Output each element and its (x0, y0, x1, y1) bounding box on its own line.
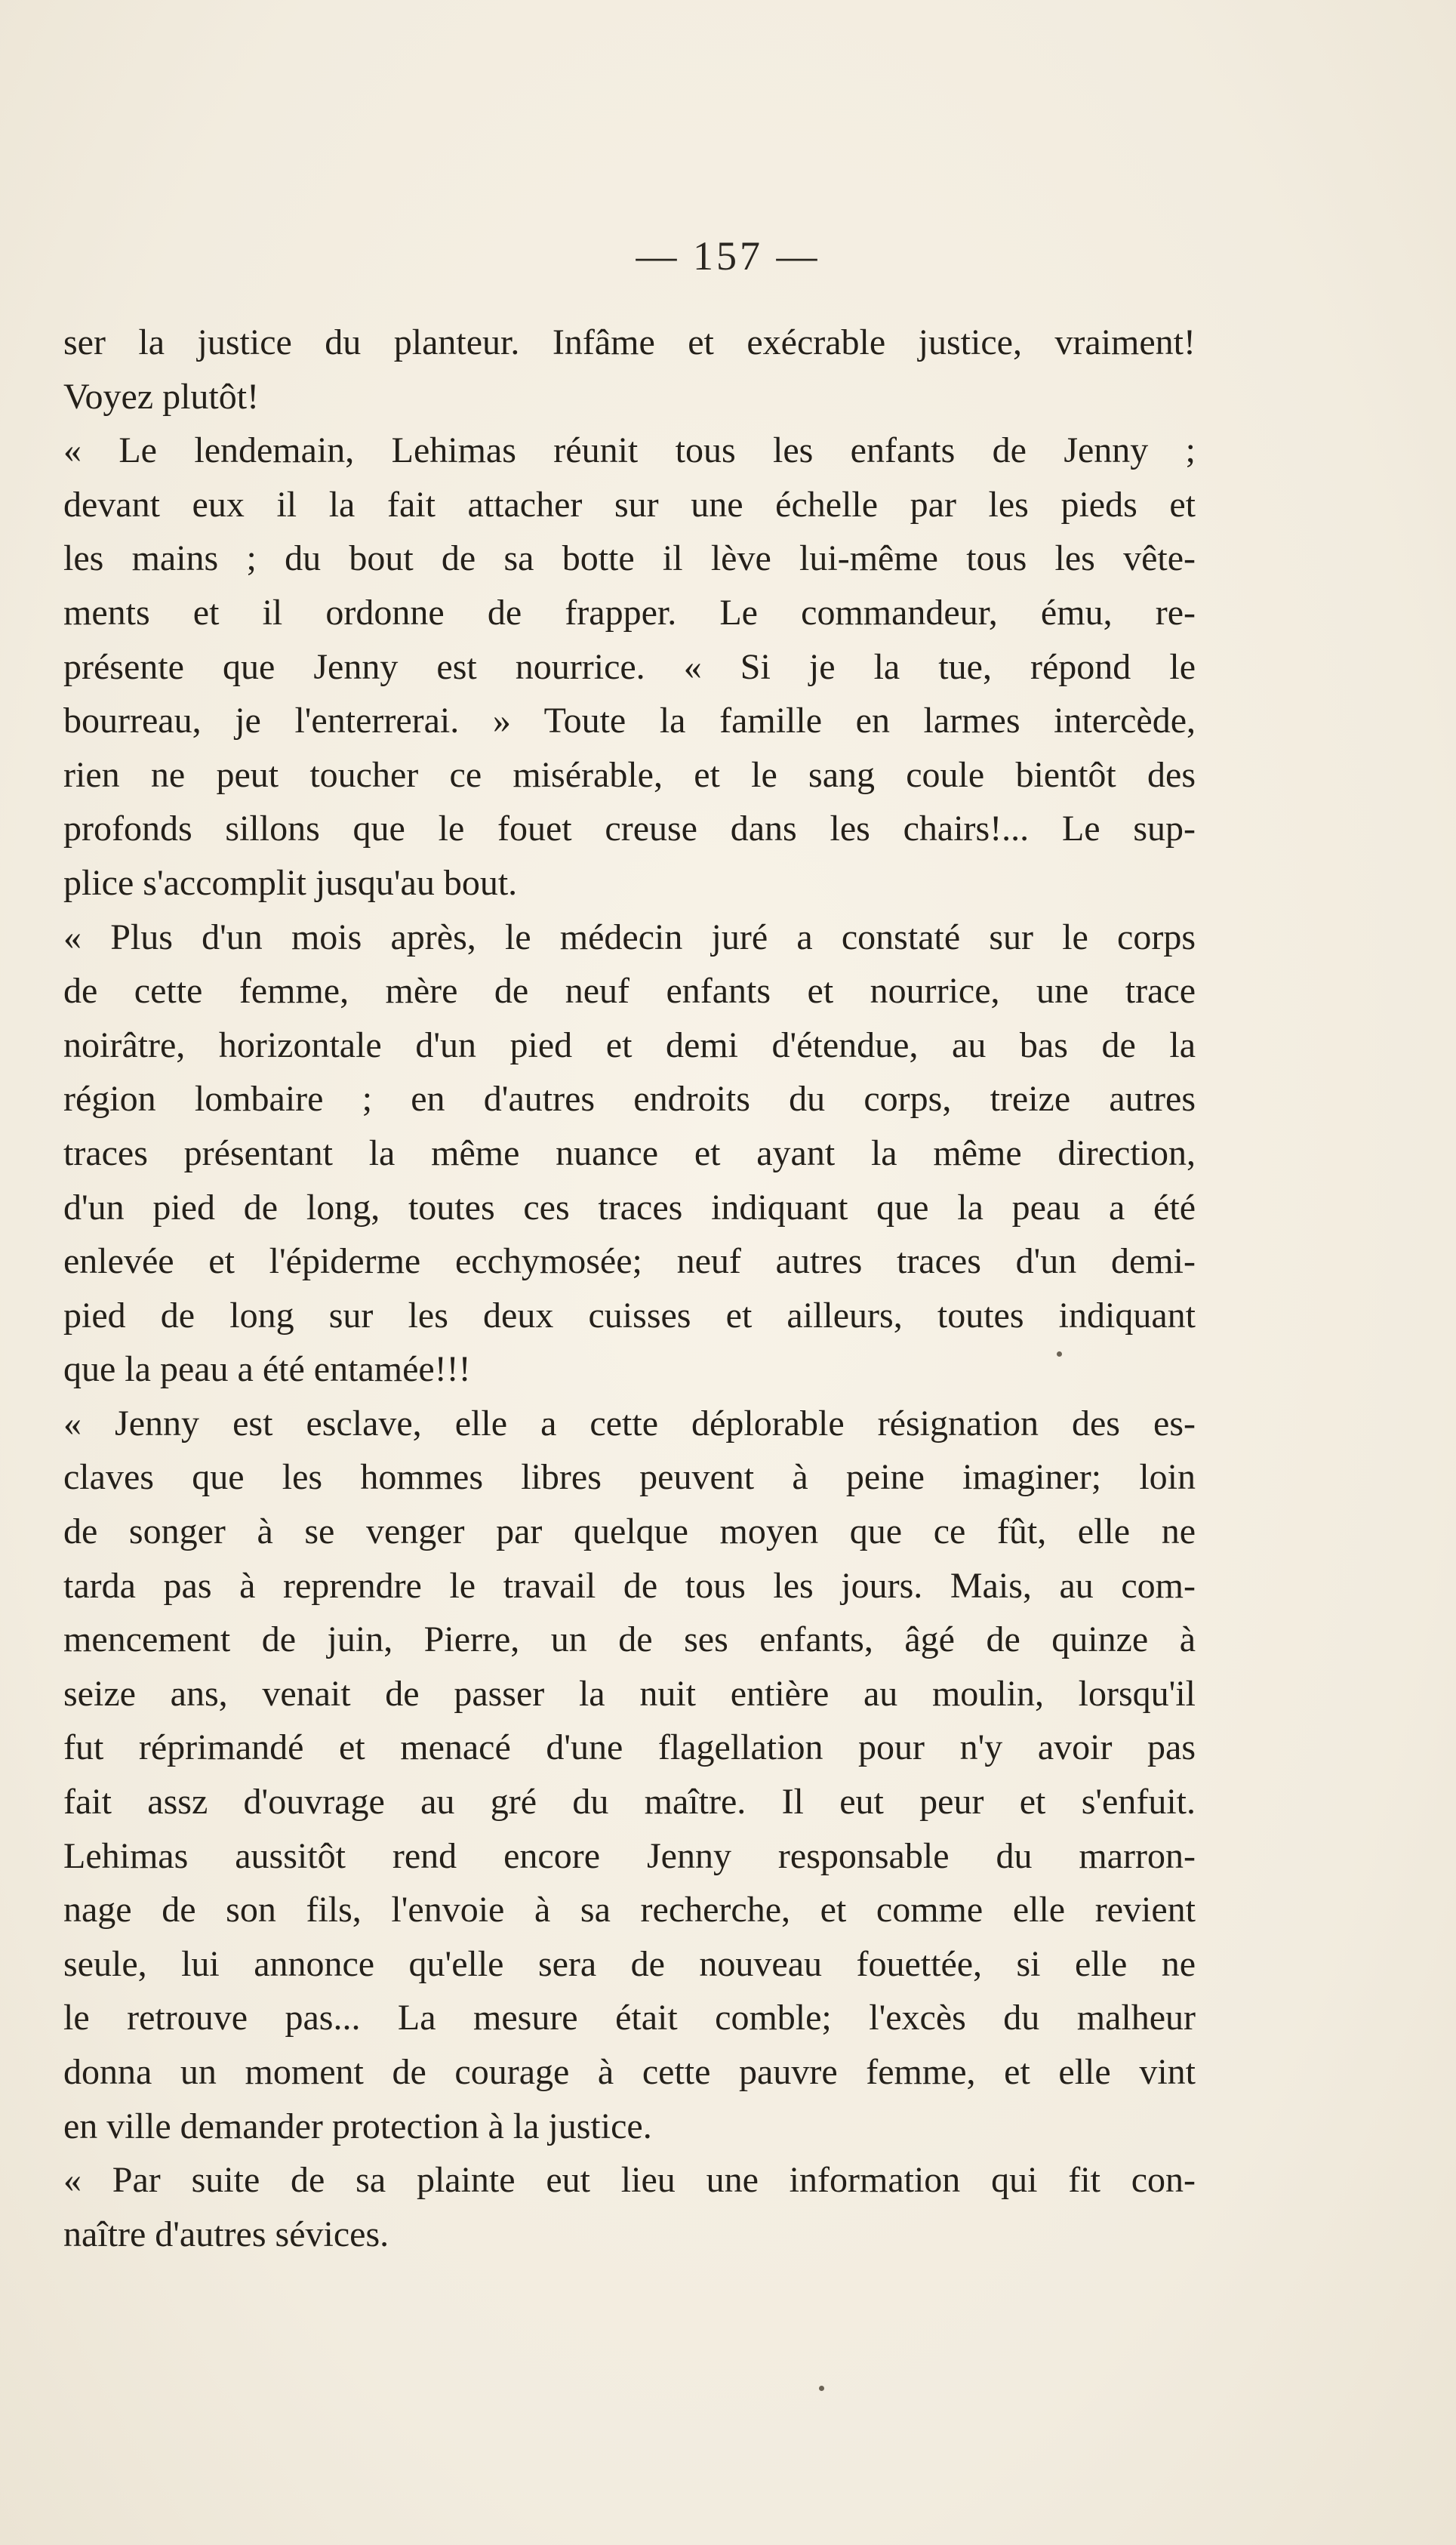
text-line: que la peau a été entamée!!! (63, 1349, 471, 1390)
text-line: tarda pas à reprendre le travail de tous les jours. Mais, au com- (63, 1565, 1196, 1606)
text-line: « Plus d'un mois après, le médecin juré a constaté sur le corps (63, 917, 1196, 957)
text-line: seule, lui annonce qu'elle sera de nouveau fouettée, si elle ne (63, 1943, 1196, 1984)
text-line: seize ans, venait de passer la nuit entière au moulin, lorsqu'il (63, 1673, 1196, 1714)
text-line: mencement de juin, Pierre, un de ses enfants, âgé de quinze à (63, 1619, 1196, 1660)
text-line: donna un moment de courage à cette pauvre femme, et elle vint (63, 2052, 1196, 2092)
text-line: en ville demander protection à la justice. (63, 2106, 652, 2146)
page-number: — 157 — (636, 233, 820, 279)
text-line: « Par suite de sa plainte eut lieu une information qui fit con- (63, 2160, 1196, 2201)
text-line: pied de long sur les deux cuisses et ailleurs, toutes indiquant (63, 1295, 1196, 1336)
text-line: profonds sillons que le fouet creuse dans les chairs!... Le sup- (63, 809, 1196, 849)
text-line: enlevée et l'épiderme ecchymosée; neuf autres traces d'un demi- (63, 1241, 1196, 1282)
text-line: de cette femme, mère de neuf enfants et nourrice, une trace (63, 971, 1196, 1012)
text-line: claves que les hommes libres peuvent à peine imaginer; loin (63, 1457, 1196, 1498)
body-text (63, 316, 1196, 2261)
text-line: « Jenny est esclave, elle a cette déplorable résignation des es- (63, 1403, 1196, 1444)
text-line: rien ne peut toucher ce misérable, et le sang coule bientôt des (63, 754, 1196, 795)
text-line: plice s'accomplit jusqu'au bout. (63, 862, 518, 903)
text-line: devant eux il la fait attacher sur une échelle par les pieds et (63, 484, 1196, 525)
text-line: fait assz d'ouvrage au gré du maître. Il eut peur et s'enfuit. (63, 1782, 1196, 1822)
text-line: ser la justice du planteur. Infâme et exécrable justice, vraiment! (63, 322, 1196, 362)
text-line: les mains ; du bout de sa botte il lève lui-même tous les vête- (63, 538, 1196, 579)
ink-speck (819, 2386, 824, 2391)
text-line: de songer à se venger par quelque moyen que ce fût, elle ne (63, 1511, 1196, 1552)
text-line: « Le lendemain, Lehimas réunit tous les enfants de Jenny ; (63, 430, 1196, 471)
text-line: naître d'autres sévices. (63, 2214, 389, 2254)
text-line: fut réprimandé et menacé d'une flagellation pour n'y avoir pas (63, 1727, 1196, 1768)
text-line: présente que Jenny est nourrice. « Si je la tue, répond le (63, 646, 1196, 687)
text-line: ments et il ordonne de frapper. Le commandeur, ému, re- (63, 592, 1196, 633)
text-line: noirâtre, horizontale d'un pied et demi d'étendue, au bas de la (63, 1024, 1196, 1065)
text-line: nage de son fils, l'envoie à sa recherche, et comme elle revient (63, 1890, 1196, 1930)
text-line: région lombaire ; en d'autres endroits du corps, treize autres (63, 1079, 1196, 1120)
text-line: Lehimas aussitôt rend encore Jenny responsable du marron- (63, 1835, 1196, 1876)
text-line: le retrouve pas... La mesure était comble; l'excès du malheur (63, 1998, 1196, 2038)
text-line: traces présentant la même nuance et ayant la même direction, (63, 1132, 1196, 1173)
ink-speck (1057, 1351, 1062, 1357)
text-line: bourreau, je l'enterrerai. » Toute la famille en larmes intercède, (63, 701, 1196, 741)
text-line: Voyez plutôt! (63, 376, 260, 417)
text-line: d'un pied de long, toutes ces traces indiquant que la peau a été (63, 1187, 1196, 1228)
